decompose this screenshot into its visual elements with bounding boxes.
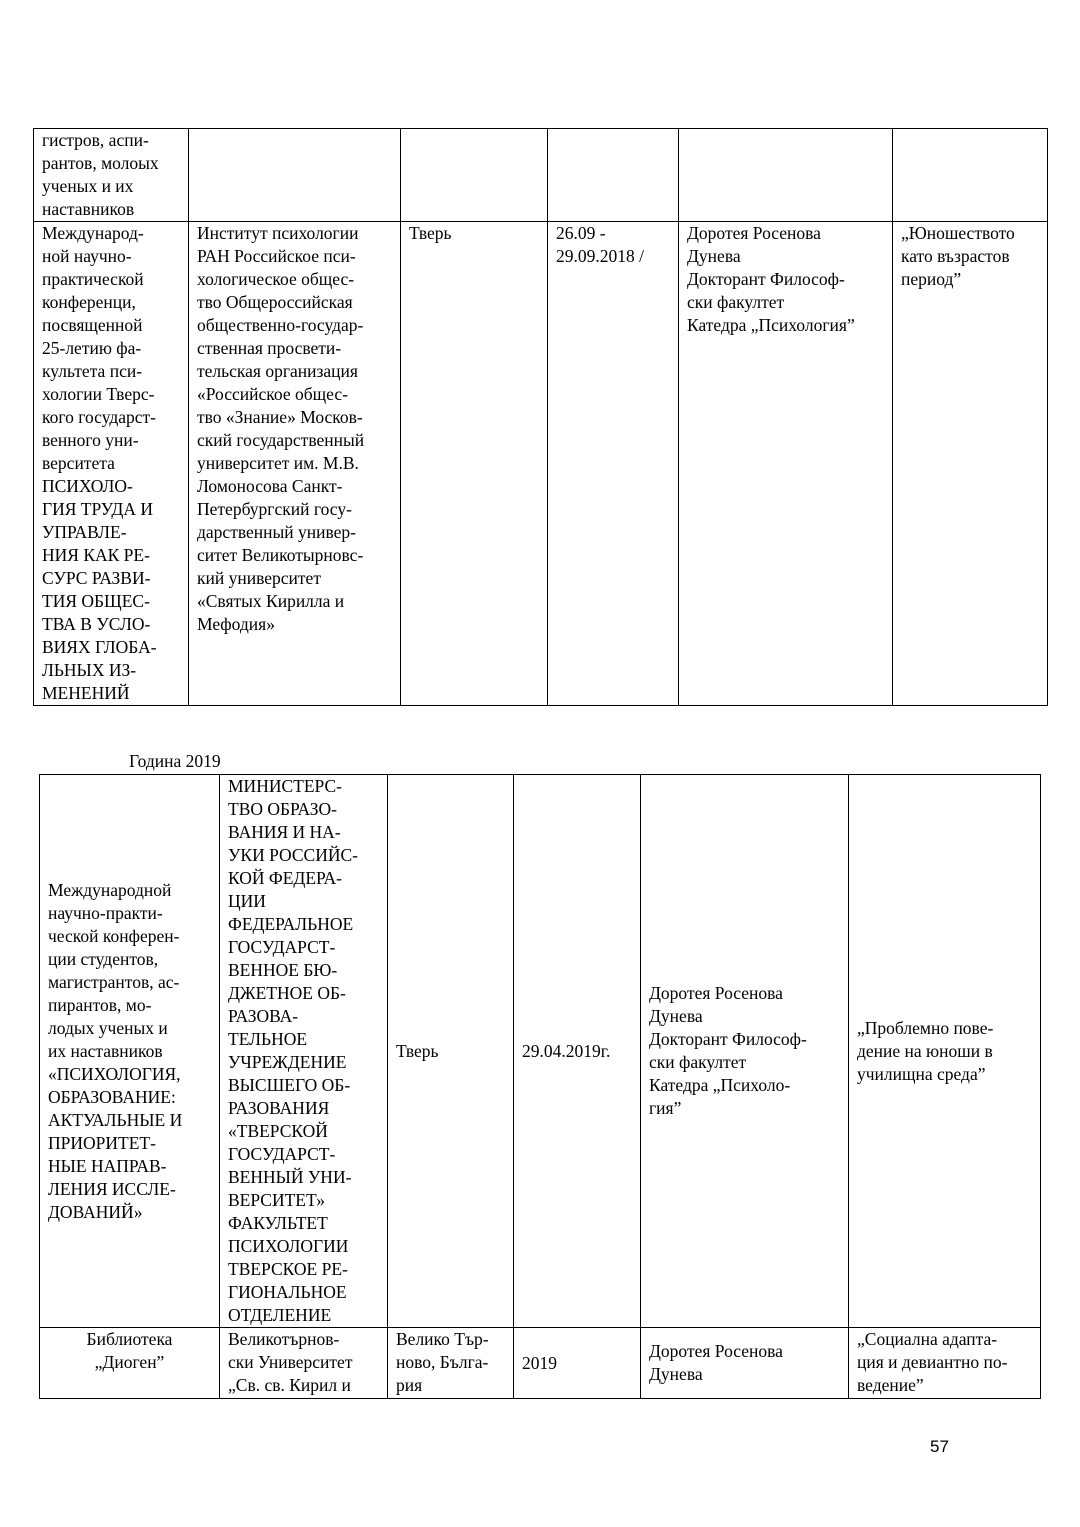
topic-cell: „Проблемно пове- дение на юноши в училищна среда” [849, 775, 1041, 1328]
table-row [40, 1328, 1041, 1399]
date-cell: 29.04.2019г. [514, 775, 641, 1328]
event-cell: Библиотека „Диоген” [40, 1328, 220, 1399]
organizer-cell: Институт психологии РАН Российское пси- хологическое общес- тво Общероссийская общественно-государ- ственная просвети- тельская организация «Российское общес- тво «Знание» Москов- ский государственный университет им. М.В. Ломоносова Санкт- Петербургский госу- дарственный универ- ситет Великотырновс- кий университет «Святых Кирилла и Мефодия» [189, 222, 401, 706]
topic-cell: „Юношеството като възрастов период” [893, 222, 1048, 706]
page-number: 57 [930, 1437, 949, 1456]
participant-cell: Доротея Росенова Дунева Докторант Философ- ски факултет Катедра „Психология” [679, 222, 893, 706]
topic-cell [893, 129, 1048, 222]
organizer-cell: МИНИСТЕРС- ТВО ОБРАЗО- ВАНИЯ И НА- УКИ РОССИЙС- КОЙ ФЕДЕРА- ЦИИ ФЕДЕРАЛЬНОЕ ГОСУДАРСТ- ВЕННОЕ БЮ- ДЖЕТНОЕ ОБ- РАЗОВА- ТЕЛЬНОЕ УЧРЕЖДЕНИЕ ВЫСШЕГО ОБ- РАЗОВАНИЯ «ТВЕРСКОЙ ГОСУДАРСТ- ВЕННЫЙ УНИ- ВЕРСИТЕТ» ФАКУЛЬТЕТ ПСИХОЛОГИИ ТВЕРСКОЕ РЕ- ГИОНАЛЬНОЕ ОТДЕЛЕНИЕ [220, 775, 388, 1328]
table-row [34, 222, 1048, 706]
participant-cell: Доротея Росенова Дунева [641, 1328, 849, 1399]
conference-table-2019 [39, 774, 1041, 1399]
participant-cell: Доротея Росенова Дунева Докторант Философ- ски факултет Катедра „Психоло- гия” [641, 775, 849, 1328]
location-cell: Тверь [388, 775, 514, 1328]
location-cell [401, 129, 548, 222]
participant-cell [679, 129, 893, 222]
event-cell: Международ- ной научно- практической конференци, посвященной 25-летию фа- культета пси- хологии Тверс- кого государст- венного уни- верситета ПСИХОЛО- ГИЯ ТРУДА И УПРАВЛЕ- НИЯ КАК РЕ- СУРС РАЗВИ- ТИЯ ОБЩЕС- ТВА В УСЛО- ВИЯХ ГЛОБА- ЛЬНЫХ ИЗ- МЕНЕНИЙ [34, 222, 189, 706]
organizer-cell [189, 129, 401, 222]
location-cell: Тверь [401, 222, 548, 706]
location-cell: Велико Тър- ново, Бълга- рия [388, 1328, 514, 1399]
event-cell: гистров, аспи- рантов, молоых ученых и их наставников [34, 129, 189, 222]
table-row [34, 129, 1048, 222]
table-row [40, 775, 1041, 1328]
date-cell: 26.09 - 29.09.2018 / [548, 222, 679, 706]
event-cell: Международной научно-практи- ческой конферен- ции студентов, магистрантов, ас- пирантов, мо- лодых ученых и их наставников «ПСИХОЛОГИЯ, ОБРАЗОВАНИЕ: АКТУАЛЬНЫЕ И ПРИОРИТЕТ- НЫЕ НАПРАВ- ЛЕНИЯ ИССЛЕ- ДОВАНИЙ» [40, 775, 220, 1328]
date-cell [548, 129, 679, 222]
year-heading: Година 2019 [129, 751, 221, 771]
topic-cell: „Социална адапта- ция и девиантно по- ведение” [849, 1328, 1041, 1399]
organizer-cell: Великотърнов- ски Университет „Св. св. Кирил и [220, 1328, 388, 1399]
conference-table-2018 [33, 128, 1048, 706]
date-cell: 2019 [514, 1328, 641, 1399]
